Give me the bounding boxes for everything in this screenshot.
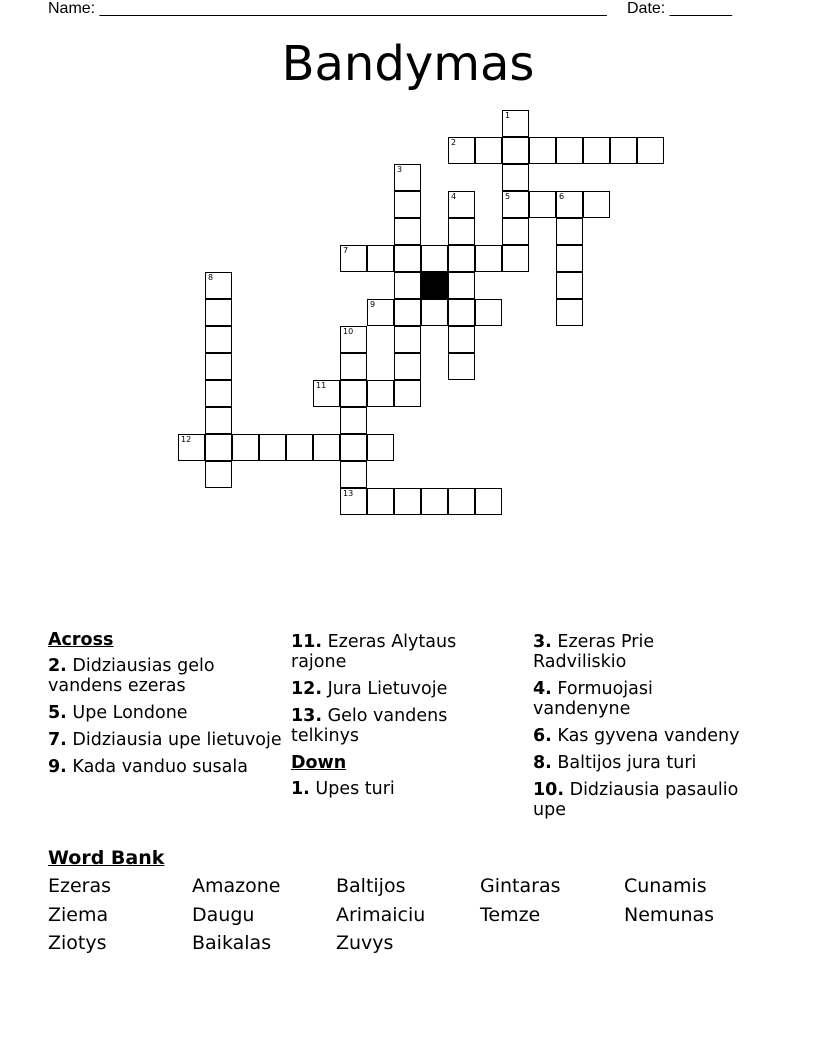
grid-cell[interactable] xyxy=(556,299,583,326)
grid-cell[interactable] xyxy=(583,137,610,164)
grid-cell[interactable] xyxy=(502,110,529,137)
cell-number: 12 xyxy=(181,435,192,444)
grid-cell[interactable] xyxy=(475,245,502,272)
grid-cell[interactable] xyxy=(205,353,232,380)
grid-cell[interactable] xyxy=(394,326,421,353)
word-bank-item: Daugu xyxy=(192,904,255,926)
clue-number: 6. xyxy=(533,726,552,746)
grid-cell[interactable] xyxy=(205,434,232,461)
grid-cell[interactable] xyxy=(367,434,394,461)
word-bank-item: Baikalas xyxy=(192,932,272,954)
clue-across-9 xyxy=(48,757,288,777)
grid-cell[interactable] xyxy=(448,245,475,272)
clues-column-1 xyxy=(48,628,288,784)
grid-cell[interactable] xyxy=(448,353,475,380)
clue-text: Didziausias gelo vandens ezeras xyxy=(48,656,215,696)
grid-cell[interactable] xyxy=(394,353,421,380)
grid-cell[interactable] xyxy=(259,434,286,461)
grid-cell[interactable] xyxy=(394,218,421,245)
clue-down-8 xyxy=(533,753,773,773)
grid-cell[interactable] xyxy=(394,299,421,326)
word-bank-item: Ezeras xyxy=(48,875,112,897)
clue-text: Ezeras Alytaus rajone xyxy=(291,632,457,672)
grid-cell[interactable] xyxy=(502,191,529,218)
grid-cell[interactable] xyxy=(205,380,232,407)
clue-across-12 xyxy=(291,679,481,699)
cell-number: 8 xyxy=(208,273,214,282)
grid-cell[interactable] xyxy=(367,299,394,326)
clue-text: Didziausia upe lietuvoje xyxy=(72,730,282,750)
word-bank-item: Ziotys xyxy=(48,932,107,954)
clue-number: 13. xyxy=(291,706,323,726)
clue-number: 3. xyxy=(533,632,552,652)
cell-number: 6 xyxy=(559,192,565,201)
grid-cell[interactable] xyxy=(205,407,232,434)
grid-cell[interactable] xyxy=(556,137,583,164)
cell-number: 11 xyxy=(316,381,327,390)
grid-cell[interactable] xyxy=(556,245,583,272)
clue-number: 9. xyxy=(48,757,67,777)
clue-down-6 xyxy=(533,726,773,746)
grid-cell[interactable] xyxy=(394,272,421,299)
clue-down-4 xyxy=(533,679,693,719)
clue-text: Kas gyvena vandeny xyxy=(557,726,740,746)
clue-number: 11. xyxy=(291,632,323,652)
grid-cell[interactable] xyxy=(340,245,367,272)
clue-text: Baltijos jura turi xyxy=(557,753,697,773)
clue-across-2 xyxy=(48,656,288,696)
grid-cell[interactable] xyxy=(448,218,475,245)
grid-cell[interactable] xyxy=(421,245,448,272)
grid-cell[interactable] xyxy=(367,245,394,272)
clue-number: 2. xyxy=(48,656,67,676)
grid-cell[interactable] xyxy=(583,191,610,218)
grid-cell[interactable] xyxy=(529,191,556,218)
cell-number: 2 xyxy=(451,138,457,147)
clue-number: 4. xyxy=(533,679,552,699)
grid-cell[interactable] xyxy=(475,137,502,164)
word-bank-heading: Word Bank xyxy=(48,847,165,869)
grid-cell[interactable] xyxy=(286,434,313,461)
grid-cell[interactable] xyxy=(529,137,556,164)
clue-number: 8. xyxy=(533,753,552,773)
grid-cell[interactable] xyxy=(178,434,205,461)
grid-cell[interactable] xyxy=(556,218,583,245)
grid-cell[interactable] xyxy=(610,137,637,164)
clue-down-3 xyxy=(533,632,693,672)
grid-cell[interactable] xyxy=(502,218,529,245)
word-bank-item: Zuvys xyxy=(336,932,394,954)
clue-number: 1. xyxy=(291,779,310,799)
grid-cell[interactable] xyxy=(448,272,475,299)
grid-cell[interactable] xyxy=(448,137,475,164)
clue-across-13 xyxy=(291,706,481,746)
cell-number: 9 xyxy=(370,300,376,309)
clue-text: Upes turi xyxy=(315,779,395,799)
grid-cell[interactable] xyxy=(421,488,448,515)
clue-number: 12. xyxy=(291,679,323,699)
grid-cell[interactable] xyxy=(475,488,502,515)
grid-cell[interactable] xyxy=(556,272,583,299)
grid-cell[interactable] xyxy=(340,407,367,434)
cell-number: 1 xyxy=(505,111,511,120)
grid-cell[interactable] xyxy=(313,434,340,461)
grid-cell[interactable] xyxy=(502,164,529,191)
clue-down-10 xyxy=(533,780,773,820)
clue-text: Formuojasi vandenyne xyxy=(533,679,653,719)
grid-cell[interactable] xyxy=(340,353,367,380)
cell-number: 13 xyxy=(343,489,354,498)
page-title: Bandymas xyxy=(281,36,535,92)
word-bank-item: Cunamis xyxy=(624,875,707,897)
grid-cell[interactable] xyxy=(205,326,232,353)
grid-cell[interactable] xyxy=(232,434,259,461)
cell-number: 10 xyxy=(343,327,354,336)
word-bank-item: Temze xyxy=(480,904,541,926)
grid-cell[interactable] xyxy=(394,245,421,272)
word-bank-item: Ziema xyxy=(48,904,109,926)
grid-cell[interactable] xyxy=(205,299,232,326)
grid-block-cell xyxy=(421,272,448,299)
grid-cell[interactable] xyxy=(421,299,448,326)
grid-cell[interactable] xyxy=(367,488,394,515)
cell-number: 5 xyxy=(505,192,511,201)
grid-cell[interactable] xyxy=(556,191,583,218)
grid-cell[interactable] xyxy=(313,380,340,407)
clue-across-11 xyxy=(291,632,481,672)
grid-cell[interactable] xyxy=(502,245,529,272)
grid-cell[interactable] xyxy=(448,191,475,218)
grid-cell[interactable] xyxy=(205,272,232,299)
grid-cell[interactable] xyxy=(205,461,232,488)
grid-cell[interactable] xyxy=(394,488,421,515)
clues-column-2 xyxy=(291,632,481,806)
clue-text: Ezeras Prie Radviliskio xyxy=(533,632,655,672)
grid-cell[interactable] xyxy=(394,164,421,191)
grid-cell[interactable] xyxy=(637,137,664,164)
down-heading: Down xyxy=(291,753,347,773)
cell-number: 4 xyxy=(451,192,457,201)
clue-text: Jura Lietuvoje xyxy=(327,679,448,699)
clue-text: Gelo vandens telkinys xyxy=(291,706,448,746)
grid-cell[interactable] xyxy=(475,299,502,326)
grid-cell[interactable] xyxy=(394,191,421,218)
grid-cell[interactable] xyxy=(340,461,367,488)
clue-text: Didziausia pasaulio upe xyxy=(533,780,739,820)
clue-text: Upe Londone xyxy=(72,703,188,723)
grid-cell[interactable] xyxy=(340,380,367,407)
grid-cell[interactable] xyxy=(340,326,367,353)
clue-number: 5. xyxy=(48,703,67,723)
clues-column-3 xyxy=(533,632,773,827)
clue-number: 10. xyxy=(533,780,565,800)
clue-across-7 xyxy=(48,730,288,750)
date-field-label: Date: _______ xyxy=(627,0,732,17)
cell-number: 7 xyxy=(343,246,349,255)
cell-number: 3 xyxy=(397,165,403,174)
across-heading: Across xyxy=(48,630,114,650)
grid-cell[interactable] xyxy=(367,380,394,407)
word-bank-item: Arimaiciu xyxy=(336,904,426,926)
grid-cell[interactable] xyxy=(394,380,421,407)
word-bank-item: Nemunas xyxy=(624,904,715,926)
grid-cell[interactable] xyxy=(448,488,475,515)
grid-cell[interactable] xyxy=(502,137,529,164)
word-bank-item: Amazone xyxy=(192,875,281,897)
grid-cell[interactable] xyxy=(448,326,475,353)
word-bank-item: Gintaras xyxy=(480,875,561,897)
word-bank-item: Baltijos xyxy=(336,875,406,897)
name-field-label: Name: _________________________________________________________ xyxy=(48,0,607,17)
clue-number: 7. xyxy=(48,730,67,750)
grid-cell[interactable] xyxy=(340,434,367,461)
clue-across-5 xyxy=(48,703,288,723)
clue-text: Kada vanduo susala xyxy=(72,757,248,777)
clue-down-1 xyxy=(291,779,481,799)
grid-cell[interactable] xyxy=(448,299,475,326)
grid-cell[interactable] xyxy=(340,488,367,515)
